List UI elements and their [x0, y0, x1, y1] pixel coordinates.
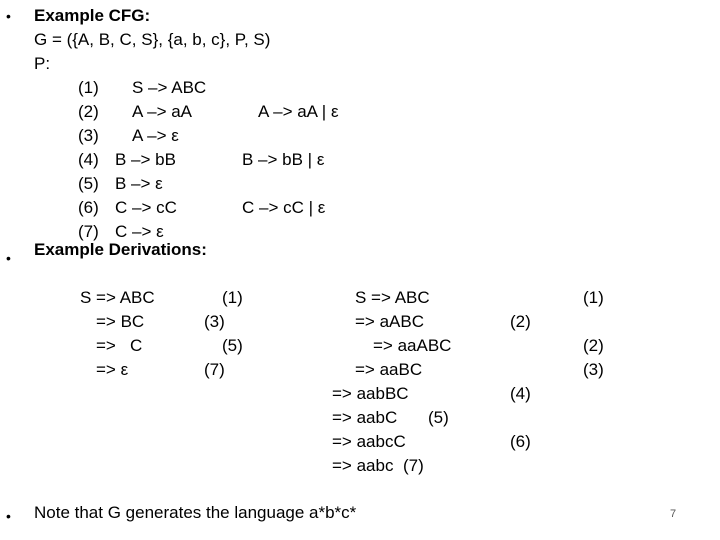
production-number: (6) [78, 198, 99, 217]
derivation-step: => aabcC [332, 432, 406, 451]
derivation-step: => ε [96, 360, 129, 379]
derivation-rule: (1) [222, 288, 243, 307]
derivation-step: => aabc [332, 456, 394, 475]
derivation-rule: (1) [583, 288, 604, 307]
production-rule: B –> ε [115, 174, 163, 193]
productions-label: P: [34, 54, 51, 73]
derivation-step: => aaBC [355, 360, 423, 379]
bullet-marker: • [6, 508, 11, 524]
derivation-step: S => ABC [355, 288, 430, 307]
heading-example-cfg: Example CFG: [34, 6, 151, 25]
derivation-step: => aabC [332, 408, 398, 427]
language-note: Note that G generates the language a*b*c* [34, 503, 357, 522]
derivation-step: => BC [96, 312, 145, 331]
derivation-rule: (5) [428, 408, 449, 427]
derivation-rule: (3) [204, 312, 225, 331]
derivation-rule: (3) [583, 360, 604, 379]
heading-example-derivations: Example Derivations: [34, 240, 207, 259]
bullet-marker: • [6, 250, 11, 266]
production-combined: A –> aA | ε [258, 102, 339, 121]
derivation-step: => aABC [355, 312, 424, 331]
derivation-rule: (7) [204, 360, 225, 379]
grammar-definition: G = ({A, B, C, S}, {a, b, c}, P, S) [34, 30, 271, 49]
derivation-step: => aaABC [373, 336, 452, 355]
production-number: (4) [78, 150, 99, 169]
production-combined: B –> bB | ε [242, 150, 325, 169]
derivation-step: => C [96, 336, 143, 355]
production-rule: B –> bB [115, 150, 176, 169]
derivation-rule: (7) [403, 456, 424, 475]
production-number: (3) [78, 126, 99, 145]
production-combined: C –> cC | ε [242, 198, 326, 217]
page-number: 7 [670, 508, 677, 520]
derivation-rule: (2) [583, 336, 604, 355]
derivation-step: S => ABC [80, 288, 155, 307]
production-rule: C –> ε [115, 222, 164, 241]
bullet-marker: • [6, 8, 11, 24]
production-rule: S –> ABC [132, 78, 207, 97]
production-rule: A –> ε [132, 126, 179, 145]
production-rule: A –> aA [132, 102, 193, 121]
production-number: (2) [78, 102, 99, 121]
production-rule: C –> cC [115, 198, 177, 217]
derivation-rule: (2) [510, 312, 531, 331]
derivation-rule: (6) [510, 432, 531, 451]
derivation-step: => aabBC [332, 384, 409, 403]
production-number: (5) [78, 174, 99, 193]
derivation-rule: (5) [222, 336, 243, 355]
production-number: (1) [78, 78, 99, 97]
derivation-rule: (4) [510, 384, 531, 403]
production-number: (7) [78, 222, 99, 241]
